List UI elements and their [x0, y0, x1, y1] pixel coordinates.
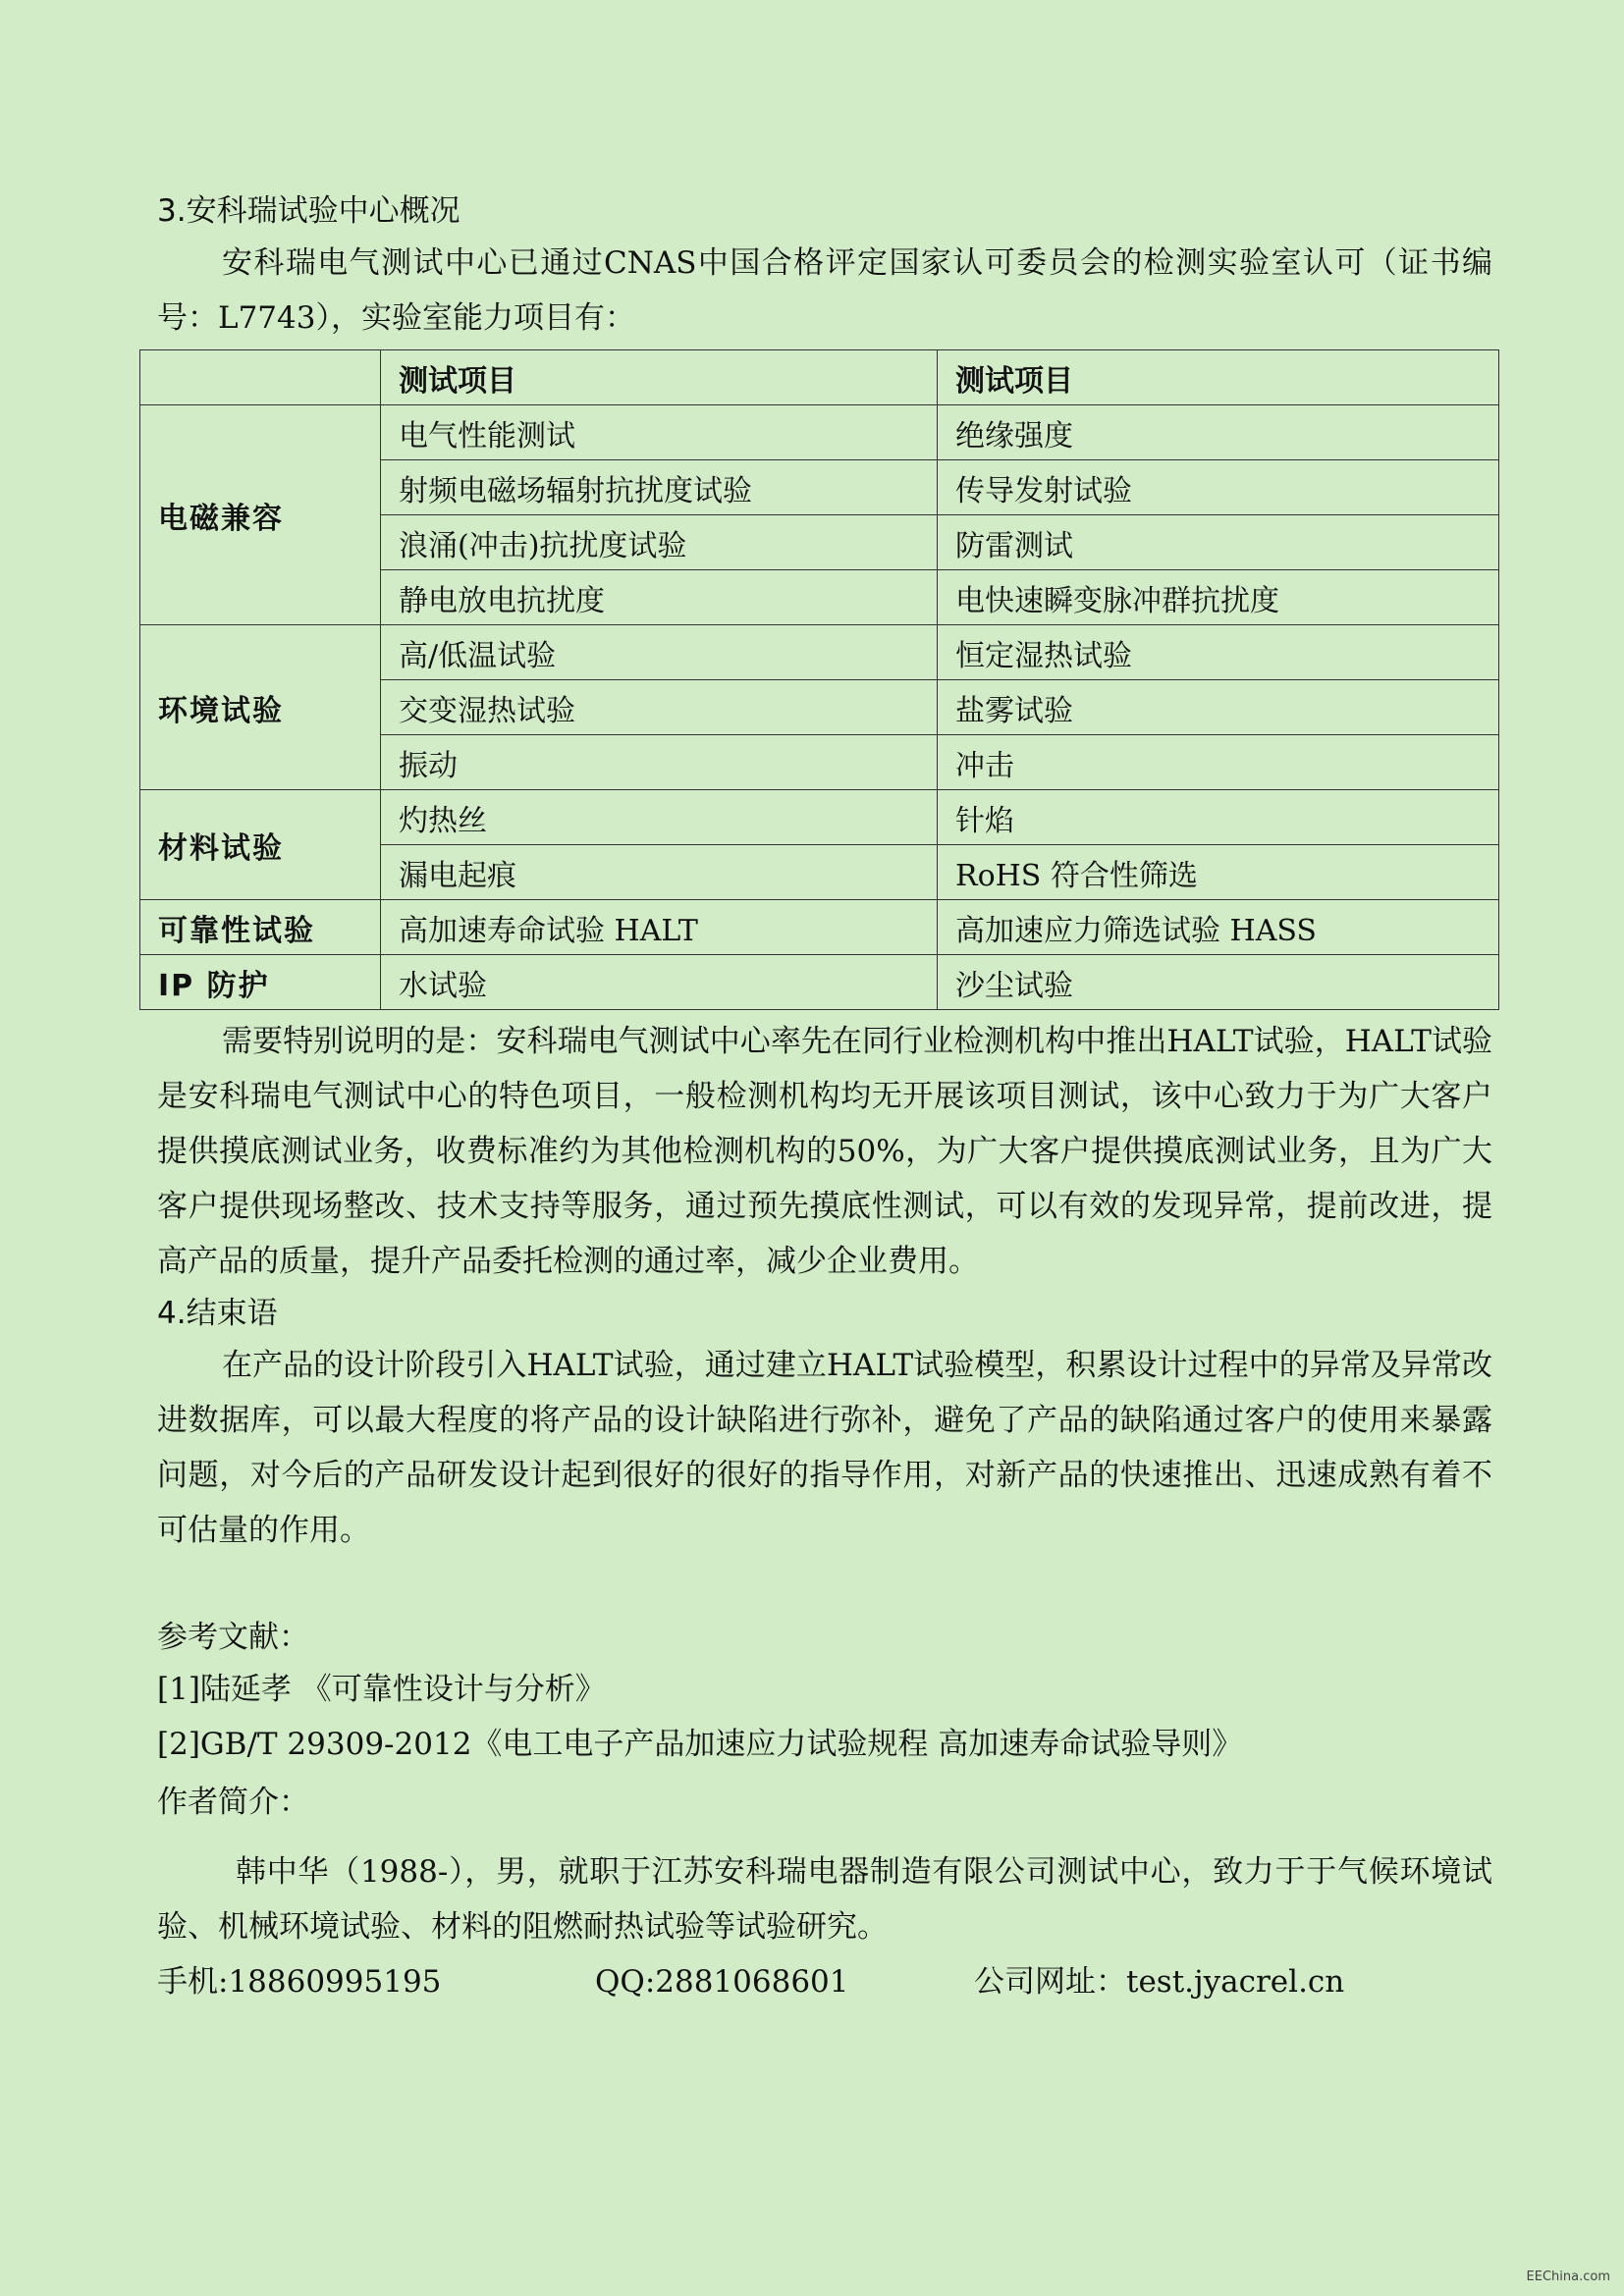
- table-row: [140, 955, 1499, 1010]
- table-header-cell: 测试项目: [938, 350, 1499, 405]
- table-header-cell: [140, 350, 381, 405]
- test-item-cell: 高加速应力筛选试验 HASS: [938, 900, 1499, 955]
- test-item-cell: 针焰: [938, 790, 1499, 845]
- category-cell: 环境试验: [140, 625, 381, 790]
- test-item-cell: RoHS 符合性筛选: [938, 845, 1499, 900]
- category-cell: 材料试验: [140, 790, 381, 900]
- references-title: 参考文献：: [157, 1620, 309, 1655]
- test-item-cell: 电快速瞬变脉冲群抗扰度: [938, 570, 1499, 625]
- test-item-cell: 防雷测试: [938, 515, 1499, 570]
- test-item-cell: 振动: [381, 735, 938, 790]
- test-item-cell: 恒定湿热试验: [938, 625, 1499, 680]
- category-cell: 电磁兼容: [140, 405, 381, 625]
- test-item-cell: 传导发射试验: [938, 460, 1499, 515]
- test-item-cell: 绝缘强度: [938, 405, 1499, 460]
- table-row: [140, 790, 1499, 845]
- test-item-cell: 浪涌(冲击)抗扰度试验: [381, 515, 938, 570]
- test-item-cell: 射频电磁场辐射抗扰度试验: [381, 460, 938, 515]
- company-website: 公司网址：test.jyacrel.cn: [974, 1964, 1345, 2000]
- test-item-cell: 冲击: [938, 735, 1499, 790]
- lab-capability-table: [139, 349, 1499, 1010]
- section-3-heading: 3.安科瑞试验中心概况: [157, 193, 460, 229]
- test-item-cell: 高/低温试验: [381, 625, 938, 680]
- reference-item-2: [2]GB/T 29309-2012《电工电子产品加速应力试验规程 高加速寿命试验导则》: [157, 1727, 1243, 1762]
- test-item-cell: 沙尘试验: [938, 955, 1499, 1010]
- test-item-cell: 灼热丝: [381, 790, 938, 845]
- test-item-cell: 高加速寿命试验 HALT: [381, 900, 938, 955]
- table-row: [140, 625, 1499, 680]
- reference-item-1: [1]陆延孝 《可靠性设计与分析》: [157, 1672, 606, 1707]
- test-item-cell: 盐雾试验: [938, 680, 1499, 735]
- watermark: EEChina.com: [1526, 2269, 1610, 2284]
- section-4-heading: 4.结束语: [157, 1296, 278, 1331]
- test-item-cell: 静电放电抗扰度: [381, 570, 938, 625]
- document-page: [157, 187, 1492, 2009]
- section-3-intro: 安科瑞电气测试中心已通过CNAS中国合格评定国家认可委员会的检测实验室认可（证书编号：L7743），实验室能力项目有：: [157, 245, 1492, 336]
- author-qq: QQ:2881068601: [595, 1964, 849, 2000]
- table-header-cell: 测试项目: [381, 350, 938, 405]
- category-cell: IP 防护: [140, 955, 381, 1010]
- contact-line: [157, 1954, 1492, 2009]
- halt-note-paragraph: 需要特别说明的是：安科瑞电气测试中心率先在同行业检测机构中推出HALT试验，HALT试验是安科瑞电气测试中心的特色项目，一般检测机构均无开展该项目测试，该中心致力于为广大客户提供摸底测试业务，收费标准约为其他检测机构的50%，为广大客户提供摸底测试业务，且为广大客户提供现场整改、技术支持等服务，通过预先摸底性测试，可以有效的发现异常，提前改进，提高产品的质量，提升产品委托检测的通过率，减少企业费用。: [157, 1024, 1492, 1279]
- test-item-cell: 交变湿热试验: [381, 680, 938, 735]
- author-bio: 韩中华（1988-），男，就职于江苏安科瑞电器制造有限公司测试中心，致力于于气候环境试验、机械环境试验、材料的阻燃耐热试验等试验研究。: [157, 1854, 1492, 1945]
- category-cell: 可靠性试验: [140, 900, 381, 955]
- author-phone: 手机:18860995195: [157, 1964, 442, 2000]
- table-row: [140, 900, 1499, 955]
- conclusion-paragraph: 在产品的设计阶段引入HALT试验，通过建立HALT试验模型，积累设计过程中的异常及异常改进数据库，可以最大程度的将产品的设计缺陷进行弥补，避免了产品的缺陷通过客户的使用来暴露问题，对今后的产品研发设计起到很好的很好的指导作用，对新产品的快速推出、迅速成熟有着不可估量的作用。: [157, 1348, 1492, 1548]
- test-item-cell: 电气性能测试: [381, 405, 938, 460]
- test-item-cell: 水试验: [381, 955, 938, 1010]
- author-title: 作者简介：: [157, 1785, 309, 1820]
- test-item-cell: 漏电起痕: [381, 845, 938, 900]
- table-header-row: [140, 350, 1499, 405]
- table-row: [140, 405, 1499, 460]
